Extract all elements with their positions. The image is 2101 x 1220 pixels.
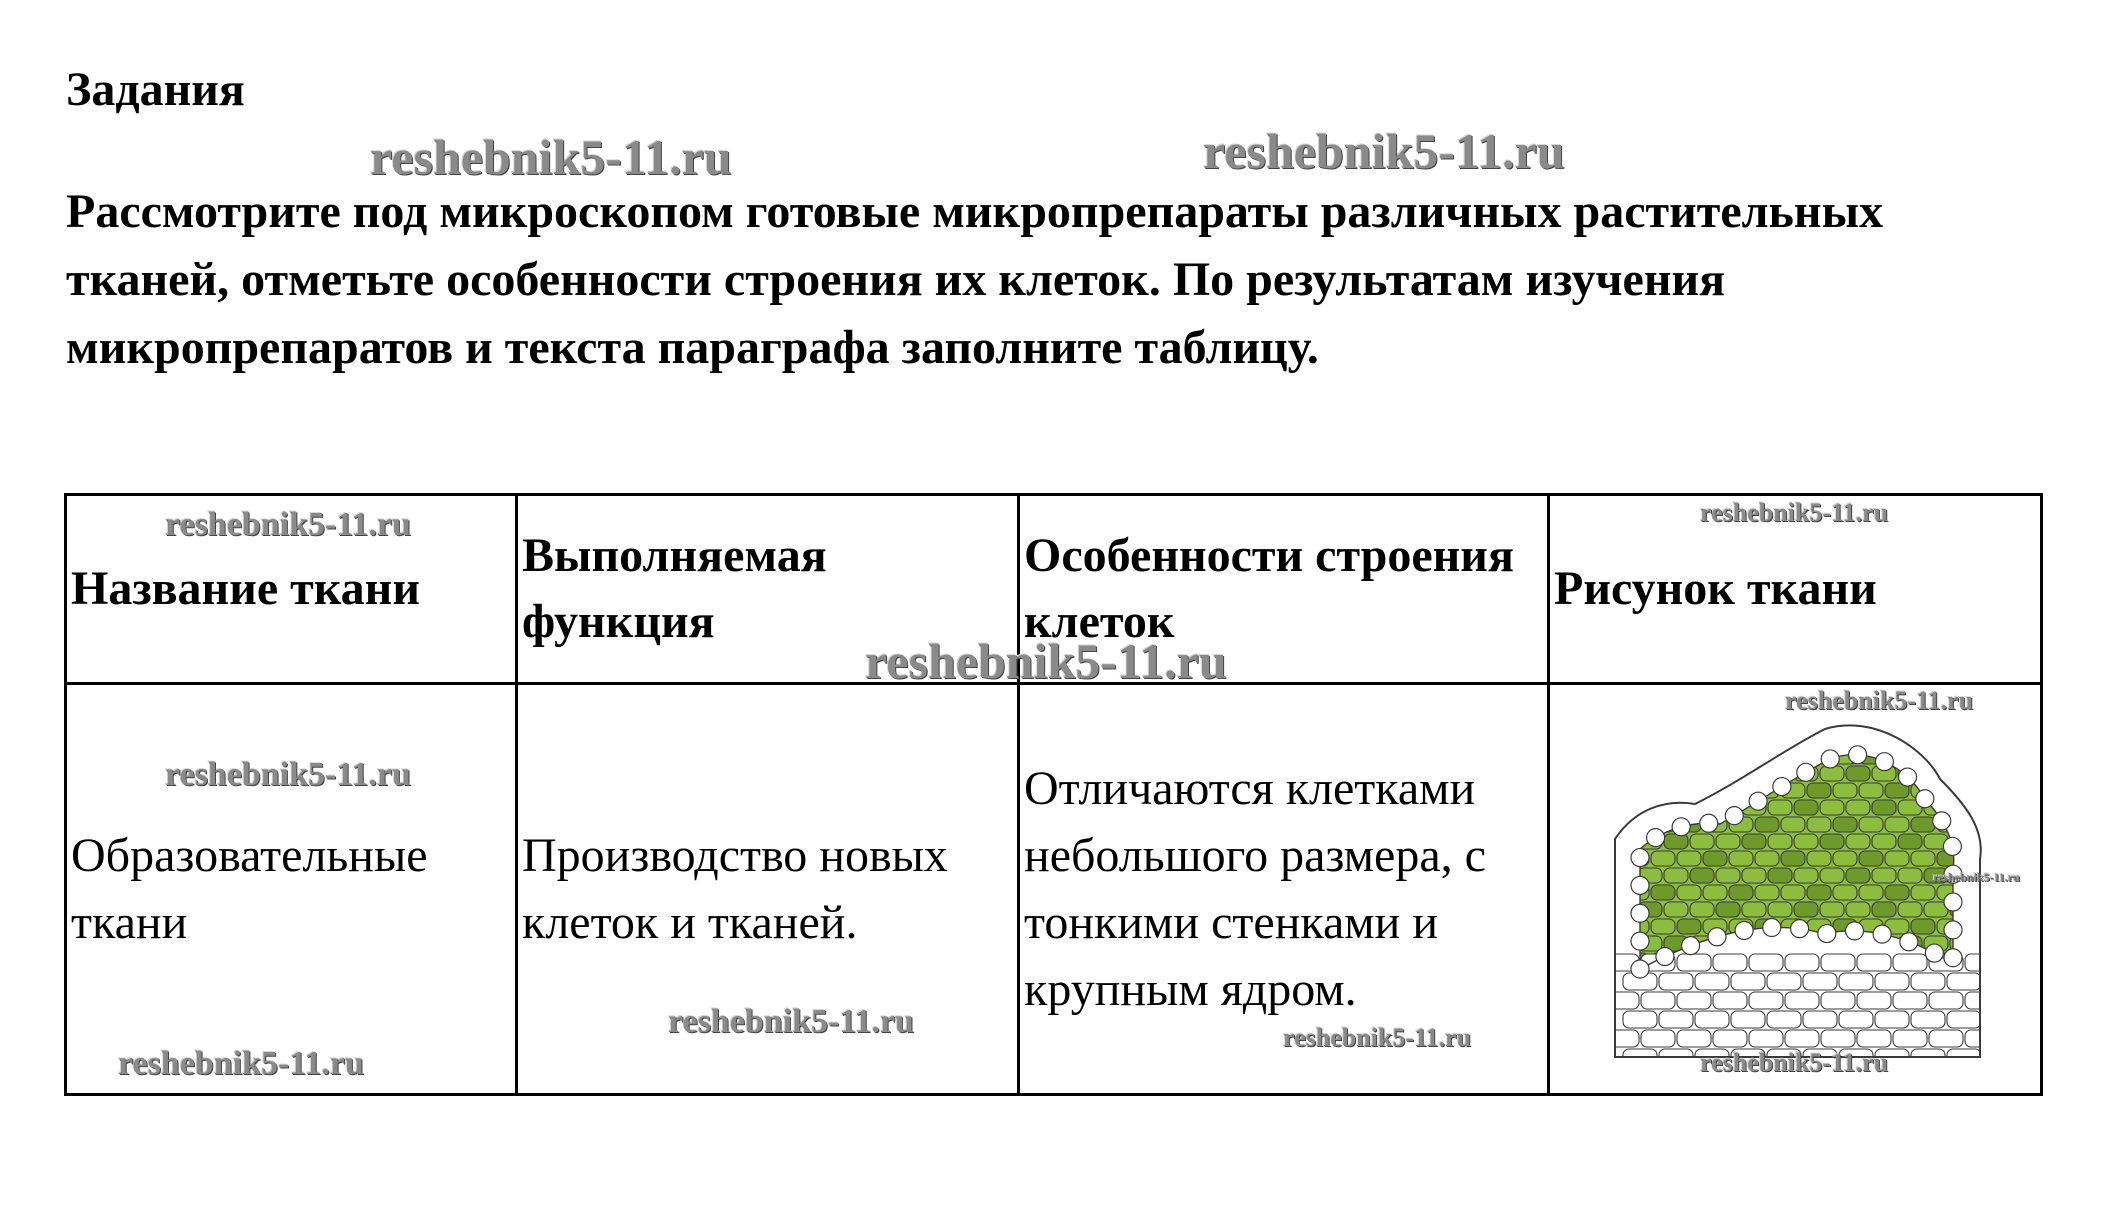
cell-tissue-name: Образовательные ткани: [66, 684, 517, 1095]
tissue-table: [64, 493, 2043, 1096]
watermark: reshebnik5-11.ru: [1700, 498, 1889, 527]
watermark: reshebnik5-11.ru: [165, 756, 411, 793]
watermark: reshebnik5-11.ru: [1203, 123, 1565, 179]
watermark: reshebnik5-11.ru: [1933, 870, 2020, 884]
watermark: reshebnik5-11.ru: [865, 633, 1227, 689]
table-header-row: [66, 495, 2042, 684]
header-function: Выполняемая функция: [517, 495, 1019, 684]
header-cell-structure: Особенности строения клеток: [1019, 495, 1549, 684]
cell-structure: Отличаются клетками небольшого размера, с тонкими стенками и крупным ядром.: [1019, 684, 1549, 1095]
header-tissue-drawing: Рисунок ткани: [1549, 495, 2042, 684]
watermark: reshebnik5-11.ru: [1785, 686, 1974, 715]
watermark: reshebnik5-11.ru: [118, 1045, 364, 1082]
header-tissue-name: Название ткани: [66, 495, 517, 684]
watermark: reshebnik5-11.ru: [1283, 1023, 1472, 1052]
cell-function: Производство новых клеток и тканей.: [517, 684, 1019, 1095]
cell-drawing: [1549, 684, 2042, 1095]
watermark: reshebnik5-11.ru: [370, 129, 732, 185]
meristem-drawing: [1595, 709, 1995, 1069]
watermark: reshebnik5-11.ru: [165, 506, 411, 543]
table-row: [66, 684, 2042, 1095]
page-heading: Задания: [66, 63, 245, 116]
task-text: Рассмотрите под микроскопом готовые микропрепараты различных растительных тканей, отметьте особенности строения их клеток. По результатам изучения микропрепаратов и текста параграфа заполните таблицу.: [66, 185, 1884, 374]
watermark: reshebnik5-11.ru: [1700, 1048, 1889, 1077]
watermark: reshebnik5-11.ru: [668, 1003, 914, 1040]
